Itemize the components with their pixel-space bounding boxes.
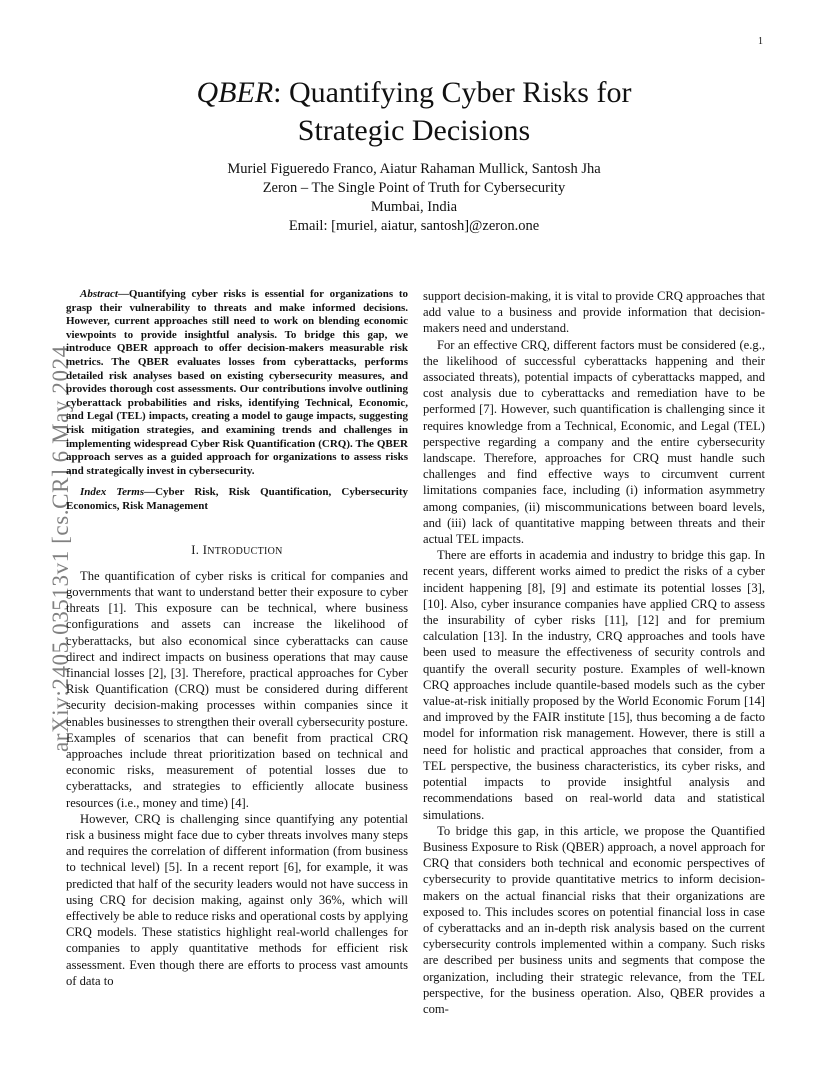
- title-line1-rest: : Quantifying Cyber Risks for: [273, 76, 632, 109]
- author-block: [100, 160, 728, 236]
- section-heading-introduction: [66, 542, 408, 560]
- index-terms: [66, 486, 408, 513]
- left-column: [66, 288, 408, 989]
- author-affiliation: Zeron – The Single Point of Truth for Cybersecurity: [262, 180, 566, 196]
- section-title-rest: NTRODUCTION: [207, 545, 283, 557]
- index-terms-label: Index Terms: [80, 486, 145, 499]
- abstract-label: Abstract: [80, 288, 118, 300]
- page-number: 1: [758, 36, 763, 47]
- author-names: Muriel Figueredo Franco, Aiatur Rahaman Mullick, Santosh Jha: [227, 161, 601, 177]
- intro-paragraph-2: However, CRQ is challenging since quantifying any potential risk a business might face due to cyber threats involves many steps and requires the correlation of different information (from business to technical level) [5]. In a recent report [6], for example, it was predicted that half of the security leaders would not have success in using CRQ for decision making, against only 36%, which will effectively be able to reduce risks and operational costs by applying CRQ models. These statistics highlight real-world challenges for companies to apply quantitative methods for efficient risk assessment. Even though there are efforts to process vast amounts of data to: [66, 811, 408, 988]
- author-location: Mumbai, India: [370, 199, 458, 215]
- title-qber: QBER: [196, 76, 274, 109]
- intro-paragraph-5: There are efforts in academia and industry to bridge this gap. In recent years, different works aimed to predict the risks of a cyber incident happening [8], [9] and estimate its potential losses [3], [10]. Also, cyber insurance companies have applied CRQ to assess the insurability of cyber risks [11], [12] and for premium calculation [13]. In the industry, CRQ approaches and tools have been used to measure the effectiveness of security controls and quantify the overall security posture. Examples of well-known CRQ approaches include quantile-based models such as the cyber value-at-risk initially proposed by the World Economic Forum [14] and improved by the FAIR institute [15], thus becoming a de facto model for information risk management. However, there is still a need for holistic and practical approaches that consider, from a TEL perspective, the business characteristics, its cyber risks, and potential impacts to provide insightful analysis and recommendations based on real-world data and statistical simulations.: [423, 548, 765, 822]
- arxiv-identifier-stamp[interactable]: arXiv:2405.03513v1 [cs.CR] 6 May 2024: [48, 345, 73, 752]
- intro-paragraph-3: support decision-making, it is vital to provide CRQ approaches that add value to a business and provide information that decision-makers need and understand.: [423, 289, 765, 336]
- author-email[interactable]: Email: [muriel, aiatur, santosh]@zeron.one: [288, 218, 540, 234]
- title-line2: Strategic Decisions: [297, 114, 531, 147]
- right-column: [423, 288, 765, 1017]
- section-number: I.: [191, 542, 203, 557]
- index-terms-text: —Cyber Risk, Risk Quantification, Cybersecurity Economics, Risk Management: [66, 486, 408, 512]
- intro-paragraph-6: To bridge this gap, in this article, we propose the Quantified Business Exposure to Risk (QBER) approach, a novel approach for CRQ that considers both technical and economic perspectives of cybersecurity to provide quantitative metrics to inform decision-makers on the actual financial risks that their organizations are exposed to. This includes scores on potential financial loss in case of cyberattacks and an in-depth risk analysis based on the current cybersecurity controls implemented within a company. Such risks are described per business units and segments that compose the organization, including their strategic relevance, from the TEL perspective, for the business operation. Also, QBER provides a com-: [423, 823, 765, 1016]
- section-initial: I: [202, 542, 208, 557]
- abstract-text: —Quantifying cyber risks is essential for organizations to grasp their vulnerability to threats and make informed decisions. However, current approaches still need to work on blending economic viewpoints to provide insightful analysis. To bridge this gap, we introduce QBER approach to offer decision-makers measurable risk metrics. The QBER evaluates losses from cyberattacks, performs detailed risk analyses based on existing cybersecurity measures, and provides thorough cost assessments. Our contributions involve outlining cyberattack probabilities and risks, identifying Technical, Economic, and Legal (TEL) impacts, creating a model to gauge impacts, suggesting risk mitigation strategies, and examining trends and challenges in implementing widespread Cyber Risk Quantification (CRQ). The QBER approach serves as a guided approach for organizations to assess risks and strategically invest in cybersecurity.: [66, 288, 408, 477]
- intro-paragraph-4: For an effective CRQ, different factors must be considered (e.g., the likelihood of successful cyberattacks happening and their associated threats), potential impacts of cyberattacks mapped, and cost analysis due to cyberattacks and remediation have to be performed [7]. However, such quantification is challenging since it requires knowledge from a Technical, Economic, and Legal (TEL) perspective regarding a company and the entire cybersecurity landscape. Therefore, approaches for CRQ must handle such challenges and find effective ways to circumvent current limitations companies face, including (i) information asymmetry among companies, (ii) miscommunications between board levels, and (iii) lack of quantitative mapping between threats and their actual TEL impacts.: [423, 337, 765, 547]
- paper-title: [100, 74, 728, 150]
- abstract: [66, 288, 408, 478]
- intro-paragraph-1: The quantification of cyber risks is critical for companies and governments that want to understand better their exposure to cyber threats [1]. This exposure can be technical, where business configurations and assets can increase the likelihood of cyberattacks, but also economical since cyberattacks can cause direct and indirect impacts on business operations that may cause financial losses [2], [3]. Therefore, practical approaches for Cyber Risk Quantification (CRQ) must be considered during different security decision-making processes within companies since it enables businesses to strengthen their overall cybersecurity posture. Examples of scenarios that can benefit from practical CRQ approaches include threat prioritization based on technical and economic risks, measurement of potential losses due to cyberattacks, and strategies to efficiently allocate business resources (i.e., money and time) [4].: [66, 568, 408, 810]
